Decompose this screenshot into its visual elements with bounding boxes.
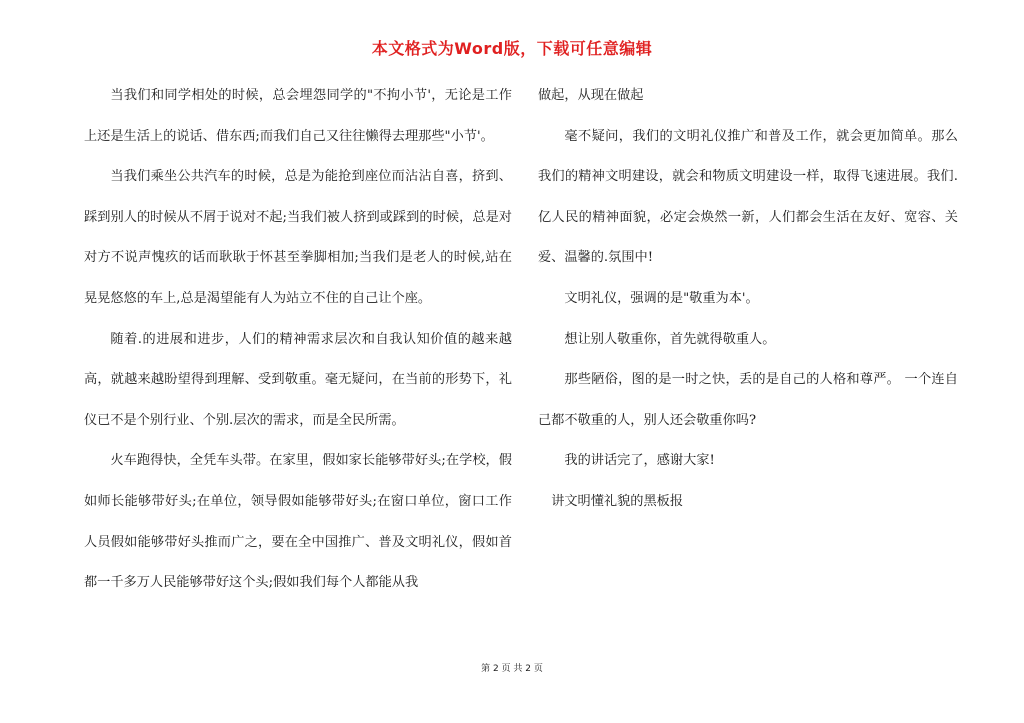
paragraph-train: 火车跑得快，全凭车头带。在家里，假如家长能够带好头;在学校，假如师长能够带好头;在单位，领导假如能够带好头;在窗口单位，窗口工作人员假如能够带好头推而广之，要在全中国推广、普及文明礼仪，假如首都一千多万人民能够带好这个头;假如我们每个人都能从我 (84, 453, 512, 591)
right-column (538, 76, 958, 523)
page-number: 第 2 页 共 2 页 (481, 664, 543, 674)
paragraph-blackboard-title: 讲文明懂礼貌的黑板报 (551, 493, 684, 509)
paragraph-continuation: 做起，从现在做起 (538, 88, 644, 103)
left-column (84, 76, 512, 604)
paragraph-bus: 当我们乘坐公共汽车的时候，总是为能抢到座位而沾沾自喜，挤到、踩到别人的时候从不屑于说对不起;当我们被人挤到或踩到的时候，总是对对方不说声愧疚的话而耿耿于怀甚至拳脚相加;当我们是老人的时候,站在晃晃悠悠的车上,总是渴望能有人为站立不住的自己让个座。 (84, 169, 512, 306)
paragraph-no-doubt: 毫不疑问，我们的文明礼仪推广和普及工作，就会更加简单。那么我们的精神文明建设，就会和物质文明建设一样，取得飞速进展。我们.亿人民的精神面貌，必定会焕然一新，人们都会生活在友好、宽容、关爱、温馨的.氛围中! (538, 128, 958, 266)
paragraph-respect-first: 文明礼仪，强调的是"敬重为本'。 (564, 290, 759, 306)
paragraph-closing: 我的讲话完了，感谢大家! (564, 453, 715, 469)
word-format-banner: 本文格式为Word版，下载可任意编辑 (371, 39, 653, 58)
paragraph-bad-habits: 那些陋俗，图的是一时之快，丢的是自己的人格和尊严。 一个连自己都不敬重的人，别人还会敬重你吗? (538, 372, 958, 428)
paragraph-classmates: 当我们和同学相处的时候，总会埋怨同学的"不拘小节'，无论是工作上还是生活上的说话、借东西;而我们自己又往往懒得去理那些"小节'。 (84, 88, 512, 144)
paragraph-respect-others: 想让别人敬重你，首先就得敬重人。 (564, 331, 776, 347)
paragraph-progress: 随着.的进展和进步，人们的精神需求层次和自我认知价值的越来越高，就越来越盼望得到理解、受到敬重。毫无疑问，在当前的形势下，礼仪已不是个别行业、个别.层次的需求，而是全民所需。 (84, 331, 512, 428)
